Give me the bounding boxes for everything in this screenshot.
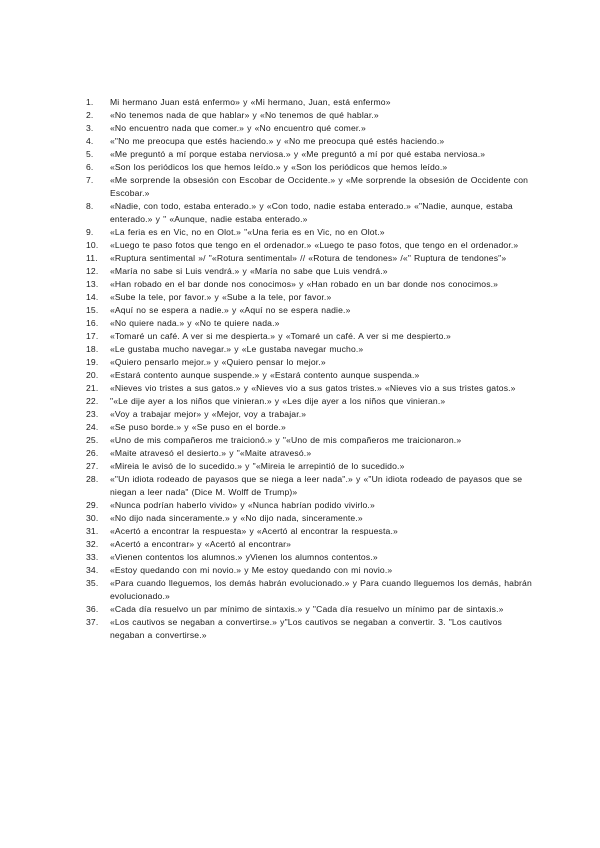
list-item [86, 603, 534, 616]
item-text: «Vienen contentos los alumnos.» yVienen los alumnos contentos.» [110, 552, 378, 562]
list-item [86, 174, 534, 200]
item-number: 24. [86, 422, 99, 432]
item-number: 32. [86, 539, 99, 549]
item-number: 9. [86, 227, 94, 237]
item-text: «La feria es en Vic, no en Olot.» "«Una feria es en Vic, no en Olot.» [110, 227, 385, 237]
item-number: 7. [86, 175, 94, 185]
item-number: 34. [86, 565, 99, 575]
item-text: «"No me preocupa que estés haciendo.» y «No me preocupa qué estés haciendo.» [110, 136, 445, 146]
list-item [86, 252, 534, 265]
item-text: «Aquí no se espera a nadie.» y «Aquí no se espera nadie.» [110, 305, 351, 315]
sentence-pair-list [86, 96, 534, 642]
item-number: 27. [86, 461, 99, 471]
item-text: «Me preguntó a mí porque estaba nerviosa.» y «Me preguntó a mí por qué estaba nerviosa.» [110, 149, 486, 159]
list-item [86, 304, 534, 317]
item-text: «Se puso borde.» y «Se puso en el borde.» [110, 422, 286, 432]
item-number: 2. [86, 110, 94, 120]
item-text: «Luego te paso fotos que tengo en el ordenador.» «Luego te paso fotos, que tengo en el ordenador.» [110, 240, 519, 250]
list-item [86, 564, 534, 577]
item-text: «Nunca podrían haberlo vivido» y «Nunca habrían podido vivirlo.» [110, 500, 375, 510]
list-item [86, 148, 534, 161]
item-text: «Maite atravesó el desierto.» y "«Maite atravesó.» [110, 448, 312, 458]
item-number: 19. [86, 357, 99, 367]
item-number: 28. [86, 474, 99, 484]
item-number: 18. [86, 344, 99, 354]
list-item [86, 408, 534, 421]
item-text: "«Le dije ayer a los niños que vinieran.» y «Les dije ayer a los niños que vinieran.» [110, 396, 446, 406]
item-number: 30. [86, 513, 99, 523]
item-number: 33. [86, 552, 99, 562]
item-number: 36. [86, 604, 99, 614]
item-text: «Para cuando lleguemos, los demás habrán evolucionado.» y Para cuando lleguemos los demás, habrán evolucionado.» [110, 578, 532, 601]
list-item [86, 434, 534, 447]
list-item [86, 343, 534, 356]
item-number: 15. [86, 305, 99, 315]
item-number: 37. [86, 617, 99, 627]
list-item [86, 122, 534, 135]
list-item [86, 421, 534, 434]
item-text: «Voy a trabajar mejor» y «Mejor, voy a trabajar.» [110, 409, 307, 419]
list-item [86, 356, 534, 369]
item-text: «Nadie, con todo, estaba enterado.» y «Con todo, nadie estaba enterado.» «"Nadie, aunque, estaba enterado.» y " «Aunque, nadie estaba enterado.» [110, 201, 513, 224]
item-text: «María no sabe si Luis vendrá.» y «María no sabe que Luis vendrá.» [110, 266, 388, 276]
item-number: 17. [86, 331, 99, 341]
item-number: 22. [86, 396, 99, 406]
list-item [86, 317, 534, 330]
item-number: 31. [86, 526, 99, 536]
item-text: «Acertó a encontrar la respuesta» y «Acertó al encontrar la respuesta.» [110, 526, 398, 536]
item-text: «Uno de mis compañeros me traicionó.» y "«Uno de mis compañeros me traicionaron.» [110, 435, 462, 445]
item-text: «Estará contento aunque suspende.» y «Estará contento aunque suspenda.» [110, 370, 420, 380]
list-item [86, 96, 534, 109]
item-text: «Han robado en el bar donde nos conocimos» y «Han robado en un bar donde nos conocimos.» [110, 279, 499, 289]
item-text: «Estoy quedando con mi novio.» y Me estoy quedando con mi novio.» [110, 565, 393, 575]
list-item [86, 226, 534, 239]
list-item [86, 460, 534, 473]
list-item [86, 512, 534, 525]
item-text: «Mireia le avisó de lo sucedido.» y "«Mireia le arrepintió de lo sucedido.» [110, 461, 405, 471]
item-text: «Cada día resuelvo un par mínimo de sintaxis.» y "Cada día resuelvo un mínimo par de sintaxis.» [110, 604, 504, 614]
item-number: 20. [86, 370, 99, 380]
item-text: «Sube la tele, por favor.» y «Sube a la tele, por favor.» [110, 292, 332, 302]
list-item [86, 369, 534, 382]
list-item [86, 395, 534, 408]
list-item [86, 616, 534, 642]
list-item [86, 278, 534, 291]
item-number: 14. [86, 292, 99, 302]
item-text: «Me sorprende la obsesión con Escobar de Occidente.» y «Me sorprende la obsesión de Occidente con Escobar.» [110, 175, 529, 198]
list-item [86, 473, 534, 499]
item-text: «Nieves vio tristes a sus gatos.» y «Nieves vio a sus gatos tristes.» «Nieves vio a sus tristes gatos.» [110, 383, 516, 393]
list-item [86, 330, 534, 343]
list-item [86, 551, 534, 564]
item-number: 5. [86, 149, 94, 159]
item-text: «Tomaré un café. A ver si me despierta.» y «Tomaré un café. A ver si me despierto.» [110, 331, 451, 341]
item-text: «Le gustaba mucho navegar.» y «Le gustaba navegar mucho.» [110, 344, 364, 354]
list-item [86, 265, 534, 278]
item-text: Mi hermano Juan está enfermo» y «Mi hermano, Juan, está enfermo» [110, 97, 391, 107]
item-number: 1. [86, 97, 94, 107]
list-item [86, 291, 534, 304]
item-number: 10. [86, 240, 99, 250]
item-number: 11. [86, 253, 98, 263]
item-number: 26. [86, 448, 99, 458]
item-number: 6. [86, 162, 94, 172]
item-text: «No dijo nada sinceramente.» y «No dijo nada, sinceramente.» [110, 513, 363, 523]
list-item [86, 577, 534, 603]
list-item [86, 135, 534, 148]
item-text: «No tenemos nada de que hablar» y «No tenemos de qué hablar.» [110, 110, 379, 120]
item-text: «"Un idiota rodeado de payasos que se niega a leer nada".» y «"Un idiota rodeado de payasos que se niegan a leer nada" (Dice M. Wolff de Trump)» [110, 474, 523, 497]
item-number: 29. [86, 500, 99, 510]
item-text: «Acertó a encontrar» y «Acertó al encontrar» [110, 539, 292, 549]
list-item [86, 382, 534, 395]
item-number: 8. [86, 201, 94, 211]
item-text: «Quiero pensarlo mejor.» y «Quiero pensar lo mejor.» [110, 357, 326, 367]
item-number: 21. [86, 383, 99, 393]
item-text: «No quiere nada.» y «No te quiere nada.» [110, 318, 280, 328]
item-text: «Los cautivos se negaban a convertirse.» y"Los cautivos se negaban a convertir. 3. "Los cautivos negaban a convertirse.» [110, 617, 503, 640]
list-item [86, 239, 534, 252]
item-number: 35. [86, 578, 99, 588]
list-item [86, 447, 534, 460]
item-number: 13. [86, 279, 99, 289]
list-item [86, 525, 534, 538]
item-number: 23. [86, 409, 99, 419]
item-number: 16. [86, 318, 99, 328]
item-number: 4. [86, 136, 94, 146]
list-item [86, 499, 534, 512]
item-text: «Son los periódicos los que hemos leído.» y «Son los periódicos que hemos leído.» [110, 162, 448, 172]
list-item [86, 200, 534, 226]
item-number: 25. [86, 435, 99, 445]
list-item [86, 109, 534, 122]
list-item [86, 538, 534, 551]
list-item [86, 161, 534, 174]
item-text: «Ruptura sentimental »/ "«Rotura sentimental» // «Rotura de tendones» /«" Ruptura de tendones"» [110, 253, 507, 263]
item-number: 3. [86, 123, 94, 133]
item-number: 12. [86, 266, 99, 276]
item-text: «No encuentro nada que comer.» y «No encuentro qué comer.» [110, 123, 366, 133]
